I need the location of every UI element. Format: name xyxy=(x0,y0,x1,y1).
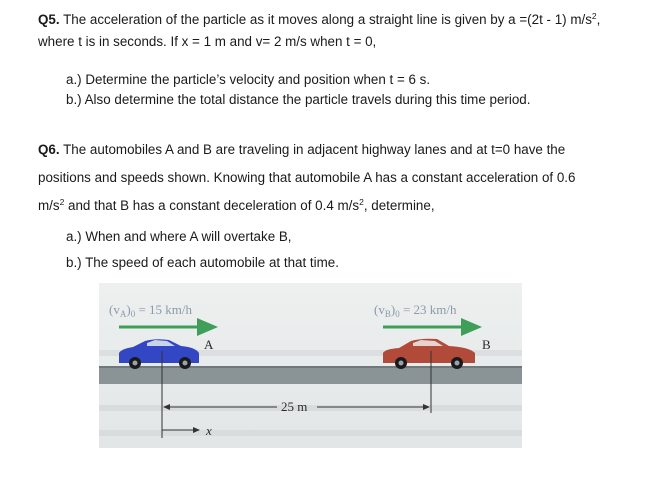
q6-part-a: a.) When and where A will overtake B, xyxy=(66,229,292,244)
q6-number: Q6. xyxy=(38,142,60,157)
q5-line-1 xyxy=(38,13,600,26)
q6-line3-sup2: 2 xyxy=(359,197,364,207)
q6-line3-b: and that B has a constant deceleration of 0.4 m/s xyxy=(64,198,360,213)
figure-svg xyxy=(99,283,522,448)
q6-line3-sup1: 2 xyxy=(59,197,65,207)
q6-line3-c: , determine, xyxy=(363,198,435,213)
q6-line1-text: The automobiles A and B are traveling in adjacent highway lanes and at t=0 have the xyxy=(59,142,566,157)
q6-line-3 xyxy=(38,199,435,212)
q5-line1-text: The acceleration of the particle as it moves along a straight line is given by a =(2t - 1) m/s xyxy=(59,12,592,27)
q5-line1-end: , xyxy=(596,12,601,27)
car-a-label: A xyxy=(204,337,214,352)
x-axis-label: x xyxy=(206,423,212,438)
q5-line-2: where t is in seconds. If x = 1 m and v= 2 m/s when t = 0, xyxy=(38,34,377,49)
q5-part-a: a.) Determine the particle’s velocity and position when t = 6 s. xyxy=(66,72,431,87)
q6-line3-a: m/s xyxy=(38,198,60,213)
distance-label: 25 m xyxy=(281,399,308,414)
q5-part-b: b.) Also determine the total distance the particle travels during this time period. xyxy=(66,92,531,107)
car-b-label: B xyxy=(482,337,491,352)
q6-line-1 xyxy=(38,143,565,156)
q5-number: Q5. xyxy=(38,12,60,27)
q6-line-2: positions and speeds shown. Knowing that automobile A has a constant acceleration of 0.6 xyxy=(38,170,576,185)
speed-a-label: $(v_A)_0 = 15$ km/h xyxy=(109,302,192,319)
problem-figure xyxy=(99,283,522,448)
q5-line1-sup: 2 xyxy=(591,11,597,21)
speed-b-label: $(v_B)_0 = 23$ km/h xyxy=(374,302,457,319)
q6-part-b: b.) The speed of each automobile at that time. xyxy=(66,255,339,270)
